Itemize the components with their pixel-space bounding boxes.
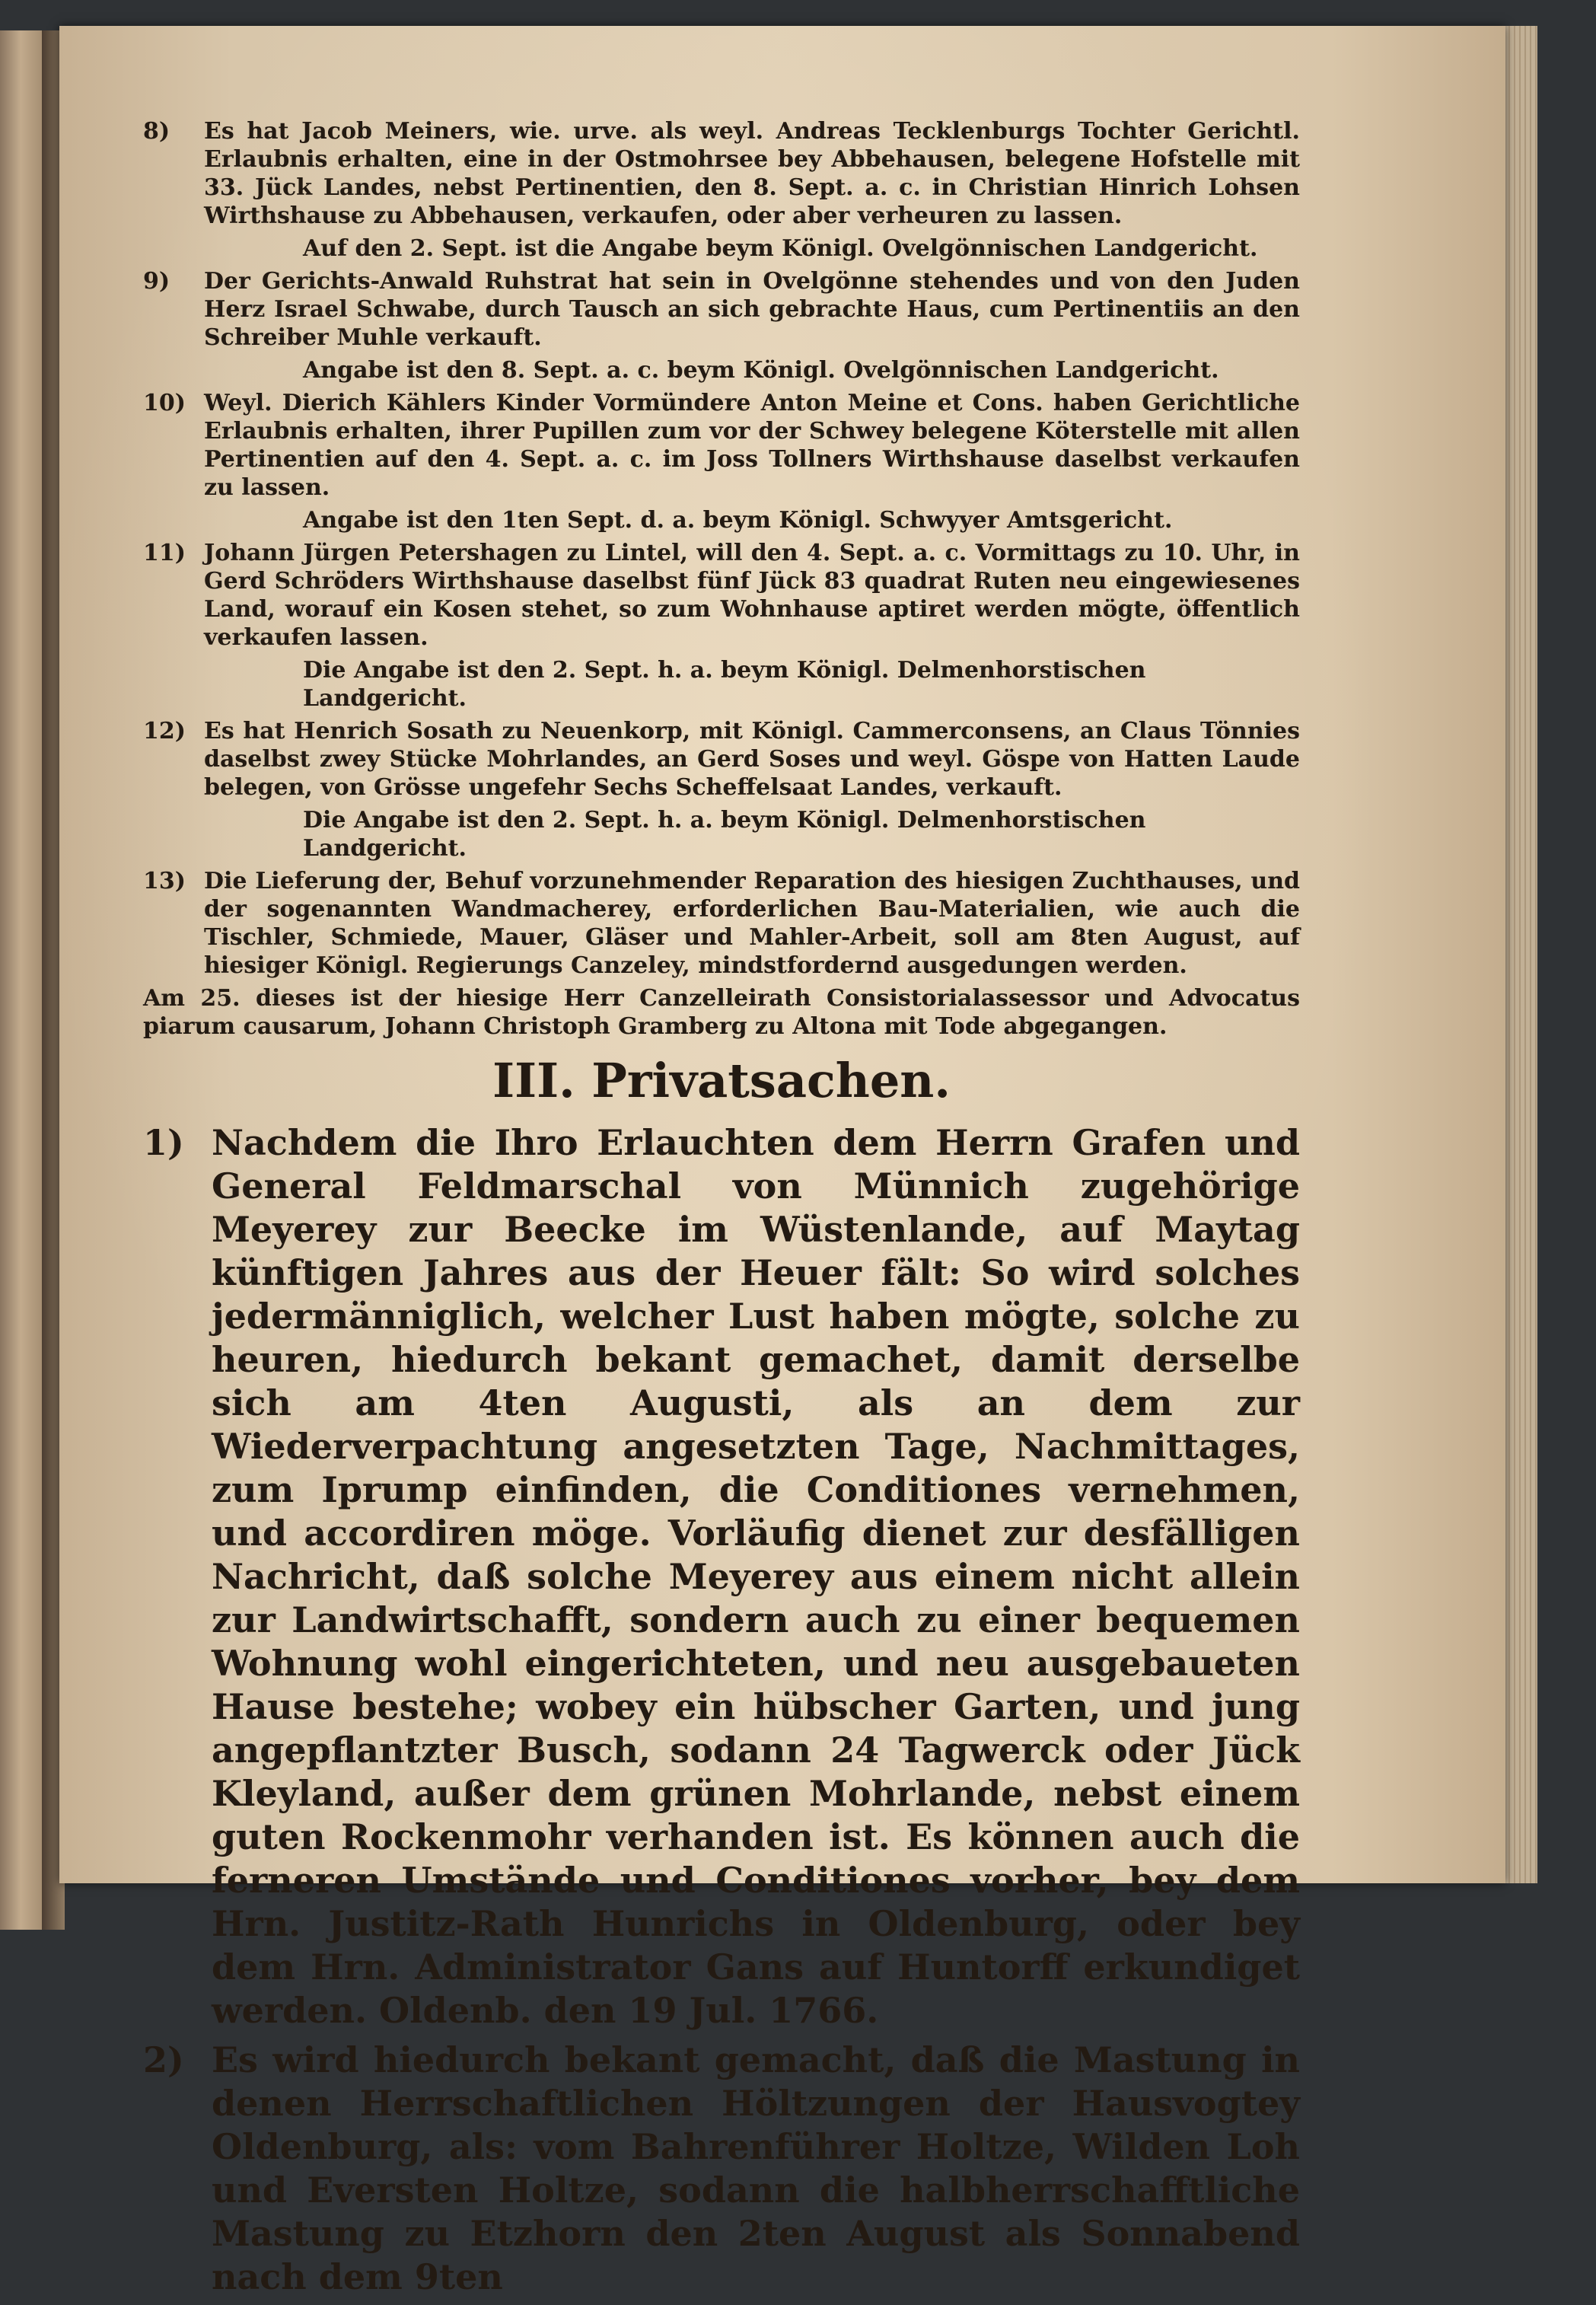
private-entry-2 [143,2039,1300,2299]
entry-text: Es hat Henrich Sosath zu Neuenkorp, mit Königl. Cammerconsens, an Claus Tönnies daselbst zwey Stücke Mohrlandes, an Gerd Soses und weyl. Göspe von Hatten Laude belegen, von Grösse ungefehr Sechs Scheffelsaat Landes, verkauft. [204,718,1300,801]
entry-text: Der Gerichts-Anwald Ruhstrat hat sein in Ovelgönne stehendes und von den Juden Herz Israel Schwabe, durch Tausch an sich gebrachte Haus, cum Pertinentiis an den Schreiber Muhle verkauft. [204,268,1300,351]
entry-text: Es wird hiedurch bekant gemacht, daß die Mastung in denen Herrschaftlichen Höltzungen der Hausvogtey Oldenburg, als: vom Bahrenführer Holtze, Wilden Loh und Eversten Holtze, sodann die halbherrschafftliche Mastung zu Etzhorn den 2ten August als Sonnabend nach dem 9ten [212,2039,1300,2297]
left-page-edge [0,30,48,1930]
entry-11 [143,539,1300,652]
entry-number: 9) [143,268,170,295]
entry-text: Weyl. Dierich Kählers Kinder Vormündere Anton Meine et Cons. haben Gerichtliche Erlaubnis erhalten, ihrer Pupillen zum vor der Schwey belegene Köterstelle mit allen Pertinentien auf den 4. Sept. a. c. im Joss Tollners Wirthshause daselbst verkaufen zu lassen. [204,390,1300,501]
death-notice: Am 25. dieses ist der hiesige Herr Canzelleirath Consistorialassessor und Advocatus piarum causarum, Johann Christoph Gramberg zu Altona mit Tode abgegangen. [143,985,1300,1040]
entry-13 [143,867,1300,980]
entry-8 [143,117,1300,230]
entry-10 [143,389,1300,502]
entry-text: Nachdem die Ihro Erlauchten dem Herrn Grafen und General Feldmarschal von Münnich zugehörige Meyerey zur Beecke im Wüstenlande, auf Maytag künftigen Jahres aus der Heuer fält: So wird solches jedermänniglich, welcher Lust haben mögte, solche zu heuren, hiedurch bekant gemachet, damit derselbe sich am 4ten Augusti, als an dem zur Wiederverpachtung angesetzten Tage, Nachmittages, zum Iprump einfinden, die Conditiones vernehmen, und accordiren möge. Vorläufig dienet zur desfälligen Nachricht, daß solche Meyerey aus einem nicht allein zur Landwirtschafft, sondern auch zu einer bequemen Wohnung wohl eingerichteten, und neu ausgebaueten Hause bestehe; wobey ein hübscher Garten, und jung angepflantzter Busch, sodann 24 Tagwerck oder Jück Kleyland, außer dem grünen Mohrlande, nebst einem guten Rockenmohr verhanden ist. Es können auch die ferneren Umstände und Conditiones vorher, bey dem Hrn. Justitz-Rath Hunrichs in Oldenburg, oder bey dem Hrn. Administrator Gans auf Huntorff erkundiget werden. Oldenb. den 19 Jul. 1766. [212,1122,1300,2031]
entry-number: 11) [143,540,186,566]
entry-text: Johann Jürgen Petershagen zu Lintel, will den 4. Sept. a. c. Vormittags zu 10. Uhr, in Gerd Schröders Wirthshause daselbst fünf Jück 83 quadrat Ruten neu eingewiesenes Land, worauf ein Kosen stehet, so zum Wohnhause aptiret werden mögte, öffentlich verkaufen lassen. [204,540,1300,651]
entry-number: 10) [143,390,186,416]
private-entry-1 [143,1121,1300,2032]
entry-number: 2) [143,2039,184,2080]
section-heading: III. Privatsachen. [492,1053,951,1108]
entry-note: Auf den 2. Sept. ist die Angabe beym Königl. Ovelgönnischen Landgericht. [303,235,1258,262]
entry-note: Angabe ist den 1ten Sept. d. a. beym Königl. Schwyyer Amtsgericht. [303,507,1173,534]
entry-12 [143,717,1300,802]
entry-number: 12) [143,718,186,744]
document-page [59,26,1505,2297]
entry-number: 8) [143,118,170,145]
entry-note: Angabe ist den 8. Sept. a. c. beym Königl. Ovelgönnischen Landgericht. [303,357,1219,384]
entry-text: Es hat Jacob Meiners, wie. urve. als weyl. Andreas Tecklenburgs Tochter Gerichtl. Erlaubnis erhalten, eine in der Ostmohrsee bey Abbehausen, belegene Hofstelle mit 33. Jück Landes, nebst Pertinentien, den 8. Sept. a. c. in Christian Hinrich Lohsen Wirthshause zu Abbehausen, verkaufen, oder aber verheuren zu lassen. [204,118,1300,229]
entry-number: 13) [143,868,186,894]
entry-note: Die Angabe ist den 2. Sept. h. a. beym Königl. Delmenhorstischen Landgericht. [303,657,1146,712]
entry-number: 1) [143,1122,184,1163]
entry-note: Die Angabe ist den 2. Sept. h. a. beym Königl. Delmenhorstischen Landgericht. [303,807,1146,862]
page-content [143,117,1300,2305]
entry-9 [143,267,1300,352]
entry-text: Die Lieferung der, Behuf vorzunehmender Reparation des hiesigen Zuchthauses, und der sogenannten Wandmacherey, erforderlichen Bau-Materialien, wie auch die Tischler, Schmiede, Mauer, Gläser und Mahler-Arbeit, soll am 8ten August, auf hiesiger Königl. Regierungs Canzeley, mindstfordernd ausgedungen werden. [204,868,1300,979]
